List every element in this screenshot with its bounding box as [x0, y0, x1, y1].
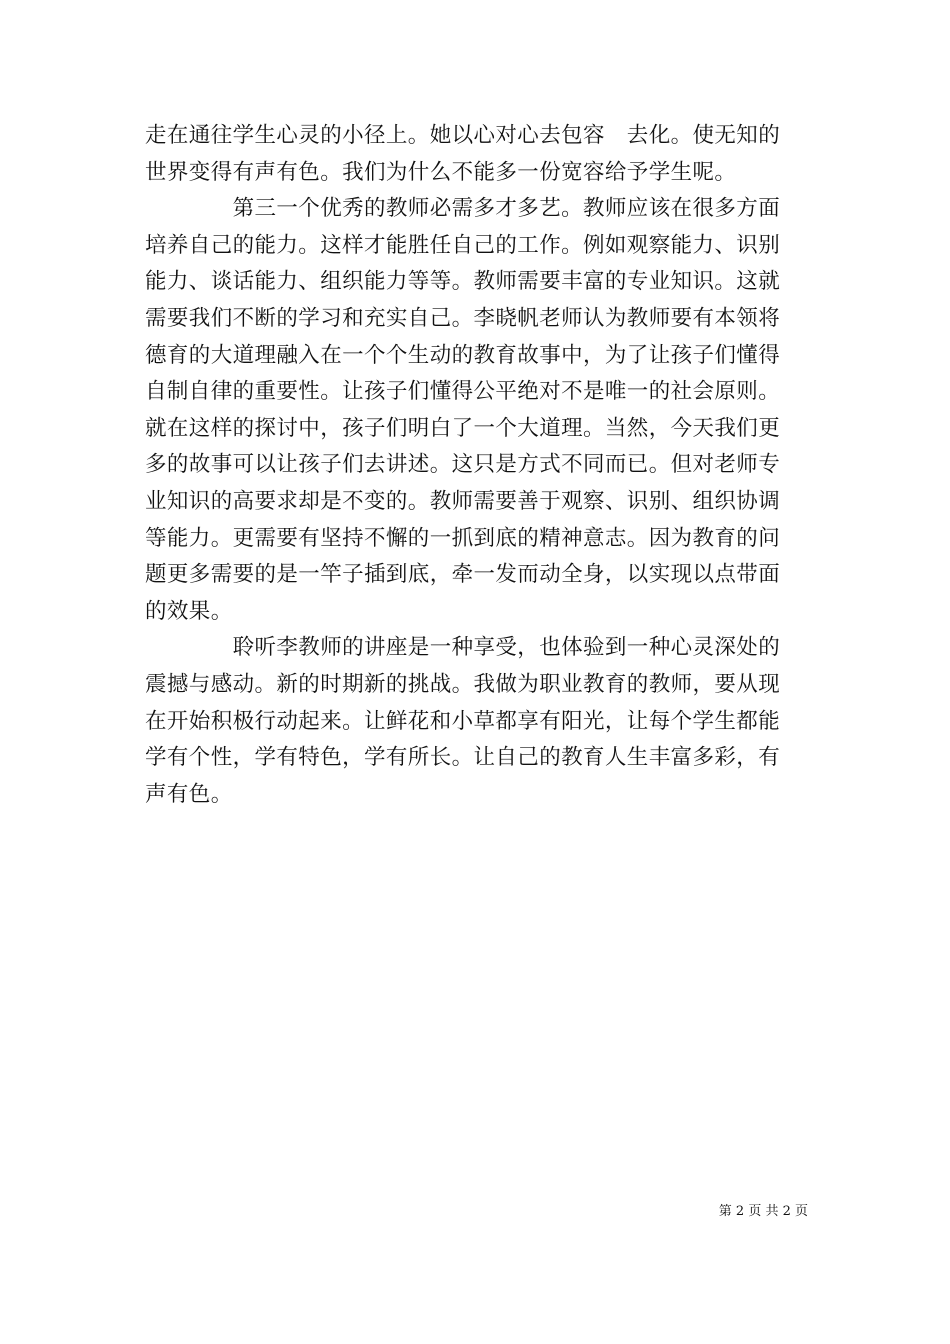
text-line: 培养自己的能力。这样才能胜任自己的工作。例如观察能力、识别 — [145, 232, 781, 258]
text-line: 的效果。 — [145, 598, 233, 624]
text-line: 学有个性，学有特色，学有所长。让自己的教育人生丰富多彩，有 — [145, 745, 781, 771]
text-line: 等能力。更需要有坚持不懈的一抓到底的精神意志。因为教育的问 — [145, 525, 781, 551]
text-line: 需要我们不断的学习和充实自己。李晓帆老师认为教师要有本领将 — [145, 305, 781, 331]
text-line: 在开始积极行动起来。让鲜花和小草都享有阳光，让每个学生都能 — [145, 708, 781, 734]
text-line: 震撼与感动。新的时期新的挑战。我做为职业教育的教师，要从现 — [145, 671, 781, 697]
text-line: 走在通往学生心灵的小径上。她以心对心去包容 去化。使无知的 — [145, 123, 781, 148]
text-line: 聆听李教师的讲座是一种享受，也体验到一种心灵深处的 — [145, 635, 781, 661]
text-line: 世界变得有声有色。我们为什么不能多一份宽容给予学生呢。 — [145, 159, 737, 185]
text-line: 能力、谈话能力、组织能力等等。教师需要丰富的专业知识。这就 — [145, 269, 781, 295]
page-number: 第 2 页 共 2 页 — [718, 1204, 808, 1219]
text-line: 自制自律的重要性。让孩子们懂得公平绝对不是唯一的社会原则。 — [145, 379, 781, 405]
text-line: 多的故事可以让孩子们去讲述。这只是方式不同而已。但对老师专 — [145, 452, 781, 478]
text-line: 德育的大道理融入在一个个生动的教育故事中，为了让孩子们懂得 — [145, 342, 781, 368]
text-line: 业知识的高要求却是不变的。教师需要善于观察、识别、组织协调 — [145, 488, 781, 514]
body-text — [145, 118, 805, 813]
text-line: 声有色。 — [145, 781, 233, 807]
text-line: 题更多需要的是一竿子插到底，牵一发而动全身，以实现以点带面 — [145, 562, 781, 588]
text-line: 就在这样的探讨中，孩子们明白了一个大道理。当然，今天我们更 — [145, 415, 781, 441]
text-line: 第三一个优秀的教师必需多才多艺。教师应该在很多方面 — [145, 196, 781, 222]
